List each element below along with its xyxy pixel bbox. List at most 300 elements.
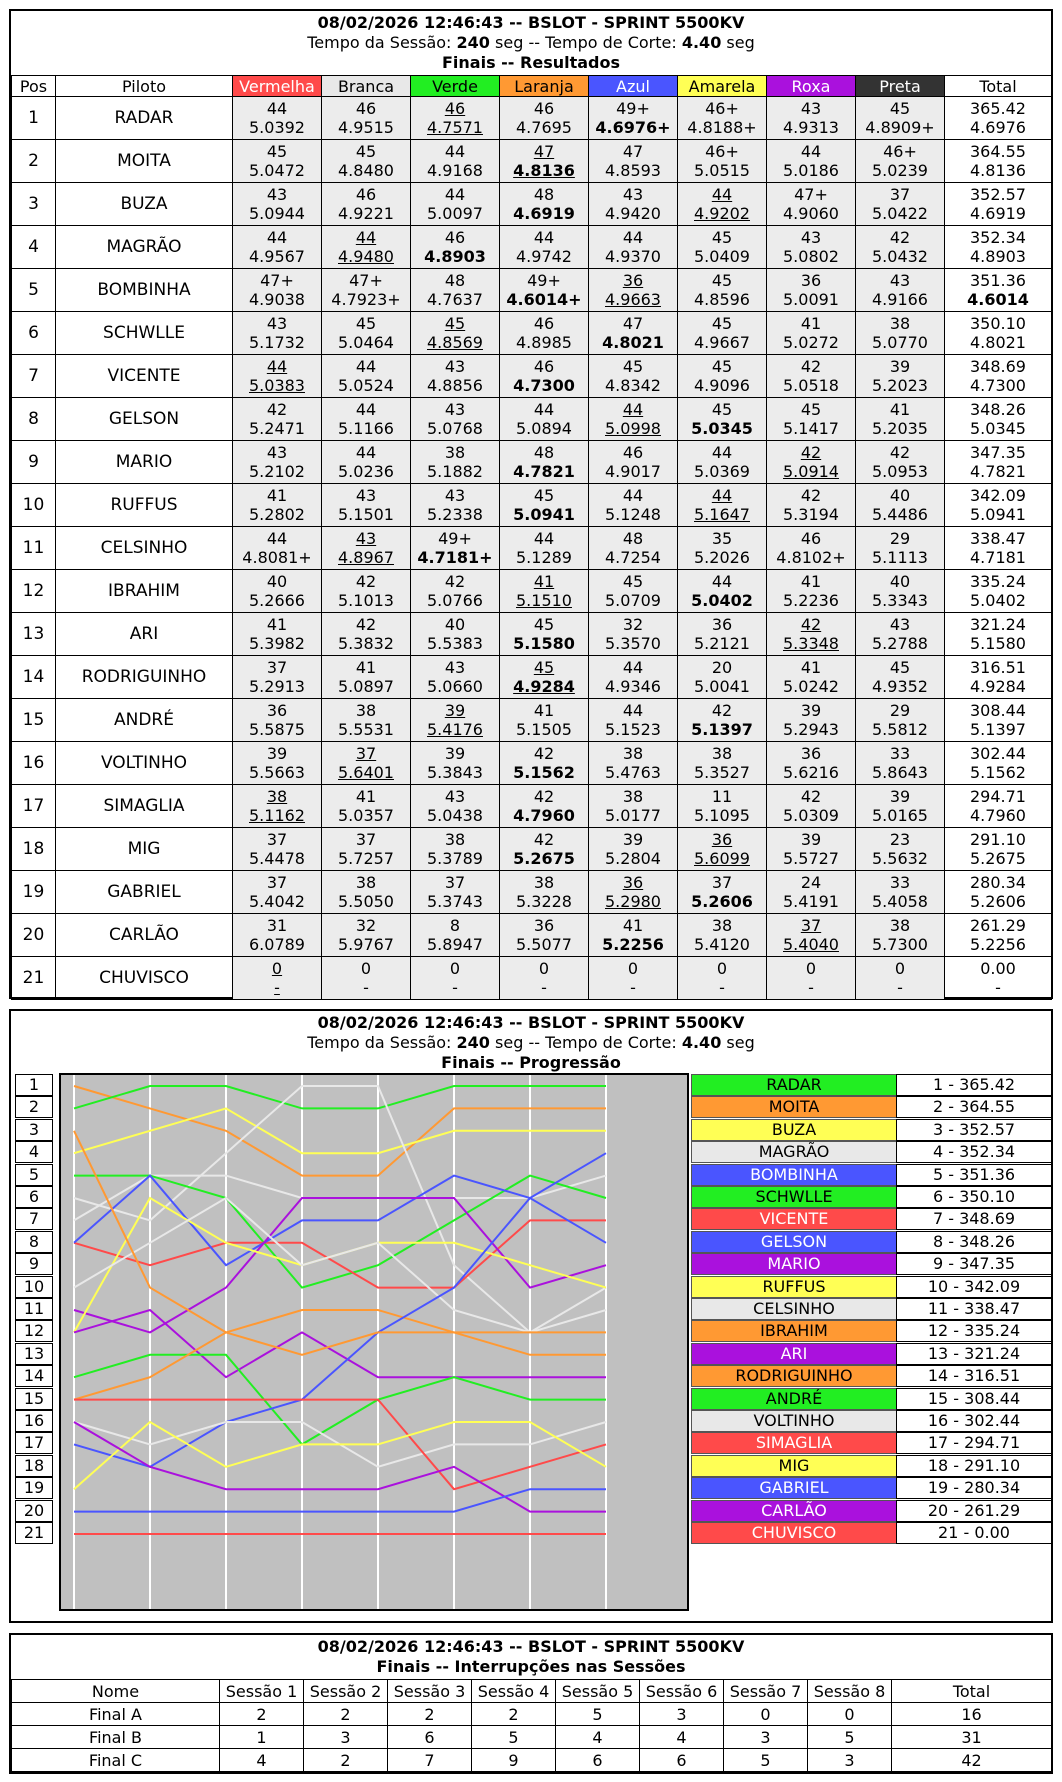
row-position: 8 [12,398,56,441]
best-lap-time: 5.3570 [605,634,661,653]
lane-result-cell [856,183,945,226]
progression-position-label: 2 [15,1096,53,1118]
total-laps: 280.34 [970,873,1026,892]
best-lap-time: - [452,978,458,997]
lane-result-cell [322,226,411,269]
lap-count: 43 [444,787,466,806]
lane-result-cell [322,441,411,484]
row-position: 20 [12,914,56,957]
lap-count: 0 [894,959,906,978]
total-laps: 321.24 [970,615,1026,634]
lane-result-cell [589,441,678,484]
row-total-cell [945,312,1052,355]
lap-count: 44 [533,529,555,548]
interruption-count: 4 [220,1749,304,1772]
lap-count: 37 [266,873,288,892]
lap-count: 46 [533,314,555,333]
progression-position-label: 20 [15,1500,53,1522]
lane-result-cell [767,97,856,140]
lane-result-cell [856,441,945,484]
lap-count: 37 [266,830,288,849]
best-lap-time: 4.9742 [516,247,572,266]
lane-result-cell [322,656,411,699]
lane-result-cell [500,484,589,527]
best-lap-time: 5.1289 [516,548,572,567]
progression-session-info: Tempo da Sessão: 240 seg -- Tempo de Corte: 4.40 seg [307,1033,755,1052]
lane-result-cell [856,828,945,871]
results-table [11,75,1052,1000]
lap-count: 44 [711,443,733,462]
progression-position-label: 3 [15,1119,53,1141]
lane-result-cell [233,570,322,613]
best-lap-time: 4.8569 [427,333,483,352]
lane-result-cell [500,97,589,140]
lane-result-cell [500,183,589,226]
progression-subtitle: Finais -- Progressão [441,1053,621,1072]
best-lap-time: 5.3194 [783,505,839,524]
overall-best-lap: 5.1397 [970,720,1026,739]
total-laps: 338.47 [970,529,1026,548]
result-row [12,914,1052,957]
lane-result-cell [589,527,678,570]
legend-score: 18 - 291.10 [896,1455,1052,1477]
legend-score: 2 - 364.55 [896,1096,1052,1118]
lane-result-cell [411,97,500,140]
lap-count: 44 [622,228,644,247]
interruptions-column-header: Sessão 2 [304,1680,388,1703]
result-row [12,527,1052,570]
row-pilot-name: BOMBINHA [56,269,233,312]
lap-count: 48 [533,443,555,462]
lane-result-cell [411,914,500,957]
best-lap-time: 4.9420 [605,204,661,223]
lane-result-cell [678,441,767,484]
best-lap-time: 5.0041 [694,677,750,696]
lap-count: 45 [889,99,911,118]
col-lane-laranja: Laranja [500,76,589,97]
best-lap-time: 5.0409 [694,247,750,266]
lap-count: 39 [800,701,822,720]
row-position: 7 [12,355,56,398]
best-lap-time: 5.9767 [338,935,394,954]
best-lap-time: - [719,978,725,997]
result-row [12,484,1052,527]
legend-pilot: RADAR [691,1074,897,1096]
lap-count: 0 [449,959,461,978]
best-lap-time: 5.1580 [513,634,575,653]
lane-result-cell [678,226,767,269]
lane-result-cell [589,269,678,312]
lane-result-cell [767,226,856,269]
lane-result-cell [500,441,589,484]
interruptions-column-header: Sessão 5 [556,1680,640,1703]
interruption-count: 2 [304,1703,388,1726]
legend-score: 3 - 352.57 [896,1119,1052,1141]
best-lap-time: 4.8342 [605,376,661,395]
legend-pilot: MOITA [691,1096,897,1118]
lane-result-cell [856,570,945,613]
row-position: 5 [12,269,56,312]
best-lap-time: 4.6014+ [506,290,582,309]
best-lap-time: 4.8596 [694,290,750,309]
lane-result-cell [678,312,767,355]
lap-count: 11 [711,787,733,806]
total-laps: 291.10 [970,830,1026,849]
lane-result-cell [322,699,411,742]
lane-result-cell [678,570,767,613]
result-row [12,957,1052,1000]
overall-best-lap: 4.8021 [970,333,1026,352]
result-row [12,269,1052,312]
best-lap-time: 5.2980 [605,892,661,911]
result-row [12,97,1052,140]
results-title: 08/02/2026 12:46:43 -- BSLOT - SPRINT 5500KV [317,13,745,32]
best-lap-time: 4.9221 [338,204,394,223]
best-lap-time: 5.1505 [516,720,572,739]
lap-count: 37 [266,658,288,677]
lane-result-cell [500,699,589,742]
lap-count: 43 [266,314,288,333]
row-total-cell [945,613,1052,656]
lap-count: 45 [711,271,733,290]
best-lap-time: 5.1732 [249,333,305,352]
row-pilot-name: MARIO [56,441,233,484]
best-lap-time: 5.5077 [516,935,572,954]
best-lap-time: 4.9284 [513,677,575,696]
best-lap-time: 5.7257 [338,849,394,868]
row-position: 19 [12,871,56,914]
best-lap-time: - [630,978,636,997]
row-pilot-name: RODRIGUINHO [56,656,233,699]
lap-count: 44 [622,400,644,419]
lap-count: 46 [800,529,822,548]
best-lap-time: 5.2102 [249,462,305,481]
total-laps: 348.69 [970,357,1026,376]
legend-score: 13 - 321.24 [896,1343,1052,1365]
lap-count: 38 [711,744,733,763]
total-laps: 352.34 [970,228,1026,247]
lap-count: 42 [800,615,822,634]
lap-count: 46+ [883,142,917,161]
best-lap-time: 5.1166 [338,419,394,438]
legend-pilot: BUZA [691,1119,897,1141]
lane-result-cell [500,914,589,957]
interruptions-body [12,1703,1052,1772]
lane-result-cell [322,355,411,398]
lap-count: 44 [266,228,288,247]
interruption-count: 5 [556,1703,640,1726]
lane-result-cell [233,785,322,828]
lane-result-cell [678,355,767,398]
overall-best-lap: 4.7181 [970,548,1026,567]
result-row [12,699,1052,742]
row-pilot-name: VICENTE [56,355,233,398]
best-lap-time: 5.7300 [872,935,928,954]
lap-count: 41 [355,658,377,677]
lane-result-cell [411,269,500,312]
lap-count: 46 [533,357,555,376]
lap-count: 35 [711,529,733,548]
lap-count: 0 [627,959,639,978]
best-lap-time: 5.1013 [338,591,394,610]
lap-count: 44 [711,185,733,204]
best-lap-time: 5.0897 [338,677,394,696]
interruption-count: 3 [724,1726,808,1749]
lap-count: 42 [533,787,555,806]
best-lap-time: 5.0165 [872,806,928,825]
overall-best-lap: 5.0402 [970,591,1026,610]
lane-result-cell [411,484,500,527]
session-info: Tempo da Sessão: 240 seg -- Tempo de Corte: 4.40 seg [307,33,755,52]
best-lap-time: 5.5050 [338,892,394,911]
row-pilot-name: VOLTINHO [56,742,233,785]
row-position: 2 [12,140,56,183]
lane-result-cell [767,441,856,484]
best-lap-time: 5.0097 [427,204,483,223]
lane-result-cell [322,613,411,656]
lane-result-cell [322,484,411,527]
row-position: 14 [12,656,56,699]
lane-result-cell [767,398,856,441]
lane-result-cell [589,140,678,183]
progression-position-label: 13 [15,1343,53,1365]
row-total-cell [945,785,1052,828]
lap-count: 42 [800,357,822,376]
row-pilot-name: ARI [56,613,233,656]
row-total-cell [945,871,1052,914]
best-lap-time: 5.0944 [249,204,305,223]
best-lap-time: 5.3743 [427,892,483,911]
best-lap-time: 4.8985 [516,333,572,352]
lap-count: 44 [622,658,644,677]
legend-pilot: SCHWLLE [691,1186,897,1208]
legend-score: 21 - 0.00 [896,1522,1052,1544]
lane-result-cell [856,140,945,183]
best-lap-time: 5.0802 [783,247,839,266]
result-row [12,355,1052,398]
progression-position-label: 16 [15,1410,53,1432]
best-lap-time: 5.6216 [783,763,839,782]
best-lap-time: 5.4191 [783,892,839,911]
legend-score: 15 - 308.44 [896,1388,1052,1410]
lap-count: 44 [266,99,288,118]
lane-result-cell [589,312,678,355]
best-lap-time: 5.5531 [338,720,394,739]
legend-pilot: CELSINHO [691,1298,897,1320]
lap-count: 32 [355,916,377,935]
progression-position-label: 5 [15,1164,53,1186]
final-name: Final B [12,1726,220,1749]
lane-result-cell [589,871,678,914]
lap-count: 44 [711,572,733,591]
lap-count: 45 [533,615,555,634]
result-row [12,140,1052,183]
interruption-count: 6 [556,1749,640,1772]
best-lap-time: 5.0236 [338,462,394,481]
interruption-count: 7 [388,1749,472,1772]
best-lap-time: 4.8480 [338,161,394,180]
lane-result-cell [411,785,500,828]
best-lap-time: 5.4478 [249,849,305,868]
best-lap-time: 4.9352 [872,677,928,696]
best-lap-time: 4.9313 [783,118,839,137]
lane-result-cell [678,742,767,785]
lane-result-cell [233,355,322,398]
lap-count: 48 [533,185,555,204]
lane-result-cell [322,312,411,355]
row-pilot-name: CARLÃO [56,914,233,957]
legend-pilot: CHUVISCO [691,1522,897,1544]
best-lap-time: 5.0998 [605,419,661,438]
row-total-cell [945,484,1052,527]
row-position: 11 [12,527,56,570]
lap-count: 39 [266,744,288,763]
best-lap-time: 5.3527 [694,763,750,782]
best-lap-time: 5.0309 [783,806,839,825]
lap-count: 38 [622,744,644,763]
lane-result-cell [500,312,589,355]
interruption-count: 4 [556,1726,640,1749]
best-lap-time: 5.5663 [249,763,305,782]
lane-result-cell [589,613,678,656]
best-lap-time: 5.0091 [783,290,839,309]
lap-count: 45 [444,314,466,333]
lap-count: 36 [622,873,644,892]
lap-count: 42 [889,443,911,462]
row-position: 4 [12,226,56,269]
lap-count: 42 [355,615,377,634]
lane-result-cell [767,527,856,570]
best-lap-time: 5.5727 [783,849,839,868]
lap-count: 45 [711,400,733,419]
lap-count: 44 [622,701,644,720]
interruptions-column-header: Total [892,1680,1052,1703]
lane-result-cell [411,742,500,785]
lap-count: 46+ [705,99,739,118]
lane-result-cell [233,97,322,140]
lane-result-cell [322,527,411,570]
best-lap-time: 5.3343 [872,591,928,610]
lane-result-cell [411,441,500,484]
total-laps: 302.44 [970,744,1026,763]
lap-count: 0 [360,959,372,978]
interruption-count: 1 [220,1726,304,1749]
best-lap-time: 5.3843 [427,763,483,782]
result-row [12,613,1052,656]
lap-count: 42 [889,228,911,247]
lap-count: 36 [800,744,822,763]
lane-result-cell [500,355,589,398]
best-lap-time: 4.9166 [872,290,928,309]
lane-result-cell [233,914,322,957]
lane-result-cell [767,957,856,1000]
lane-result-cell [500,570,589,613]
lap-count: 31 [266,916,288,935]
lane-result-cell [678,785,767,828]
lap-count: 41 [800,572,822,591]
legend-pilot: CARLÃO [691,1500,897,1522]
lane-result-cell [233,183,322,226]
best-lap-time: 5.0357 [338,806,394,825]
lane-result-cell [589,785,678,828]
row-position: 17 [12,785,56,828]
best-lap-time: 5.0239 [872,161,928,180]
lap-count: 33 [889,744,911,763]
progression-position-label: 21 [15,1522,53,1544]
total-laps: 342.09 [970,486,1026,505]
progression-position-label: 17 [15,1432,53,1454]
lane-result-cell [856,398,945,441]
legend-score: 6 - 350.10 [896,1186,1052,1208]
lap-count: 41 [622,916,644,935]
best-lap-time: 5.2338 [427,505,483,524]
lane-result-cell [411,957,500,1000]
lane-result-cell [322,742,411,785]
lap-count: 32 [622,615,644,634]
lane-result-cell [856,355,945,398]
best-lap-time: 5.0472 [249,161,305,180]
lane-result-cell [856,957,945,1000]
lap-count: 43 [889,271,911,290]
interruptions-row [12,1703,1052,1726]
lane-result-cell [322,398,411,441]
best-lap-time: 4.7254 [605,548,661,567]
lap-count: 43 [444,357,466,376]
lap-count: 38 [533,873,555,892]
lane-result-cell [767,484,856,527]
lane-result-cell [767,656,856,699]
lane-result-cell [322,871,411,914]
legend-pilot: VICENTE [691,1208,897,1230]
lap-count: 41 [266,615,288,634]
best-lap-time: 5.4486 [872,505,928,524]
best-lap-time: 5.1113 [872,548,928,567]
result-row [12,312,1052,355]
results-header-row [12,76,1052,97]
lane-result-cell [411,355,500,398]
progression-area [11,1073,1051,1631]
best-lap-time: 5.2943 [783,720,839,739]
lane-result-cell [767,613,856,656]
lane-result-cell [767,785,856,828]
lap-count: 39 [444,701,466,720]
lane-result-cell [500,613,589,656]
row-total-cell [945,699,1052,742]
lap-count: 49+ [527,271,561,290]
best-lap-time: 5.0524 [338,376,394,395]
legend-pilot: RODRIGUINHO [691,1365,897,1387]
row-pilot-name: RUFFUS [56,484,233,527]
lap-count: 44 [800,142,822,161]
result-row [12,742,1052,785]
total-laps: 365.42 [970,99,1026,118]
lane-result-cell [233,656,322,699]
best-lap-time: 5.3789 [427,849,483,868]
lane-result-cell [589,97,678,140]
lane-result-cell [500,828,589,871]
row-total-cell [945,441,1052,484]
lap-count: 43 [800,228,822,247]
lane-result-cell [233,527,322,570]
lap-count: 46 [355,185,377,204]
best-lap-time: 5.5383 [427,634,483,653]
row-position: 16 [12,742,56,785]
total-laps: 348.26 [970,400,1026,419]
row-position: 12 [12,570,56,613]
overall-best-lap: 5.2256 [970,935,1026,954]
lane-result-cell [767,914,856,957]
lane-result-cell [233,441,322,484]
